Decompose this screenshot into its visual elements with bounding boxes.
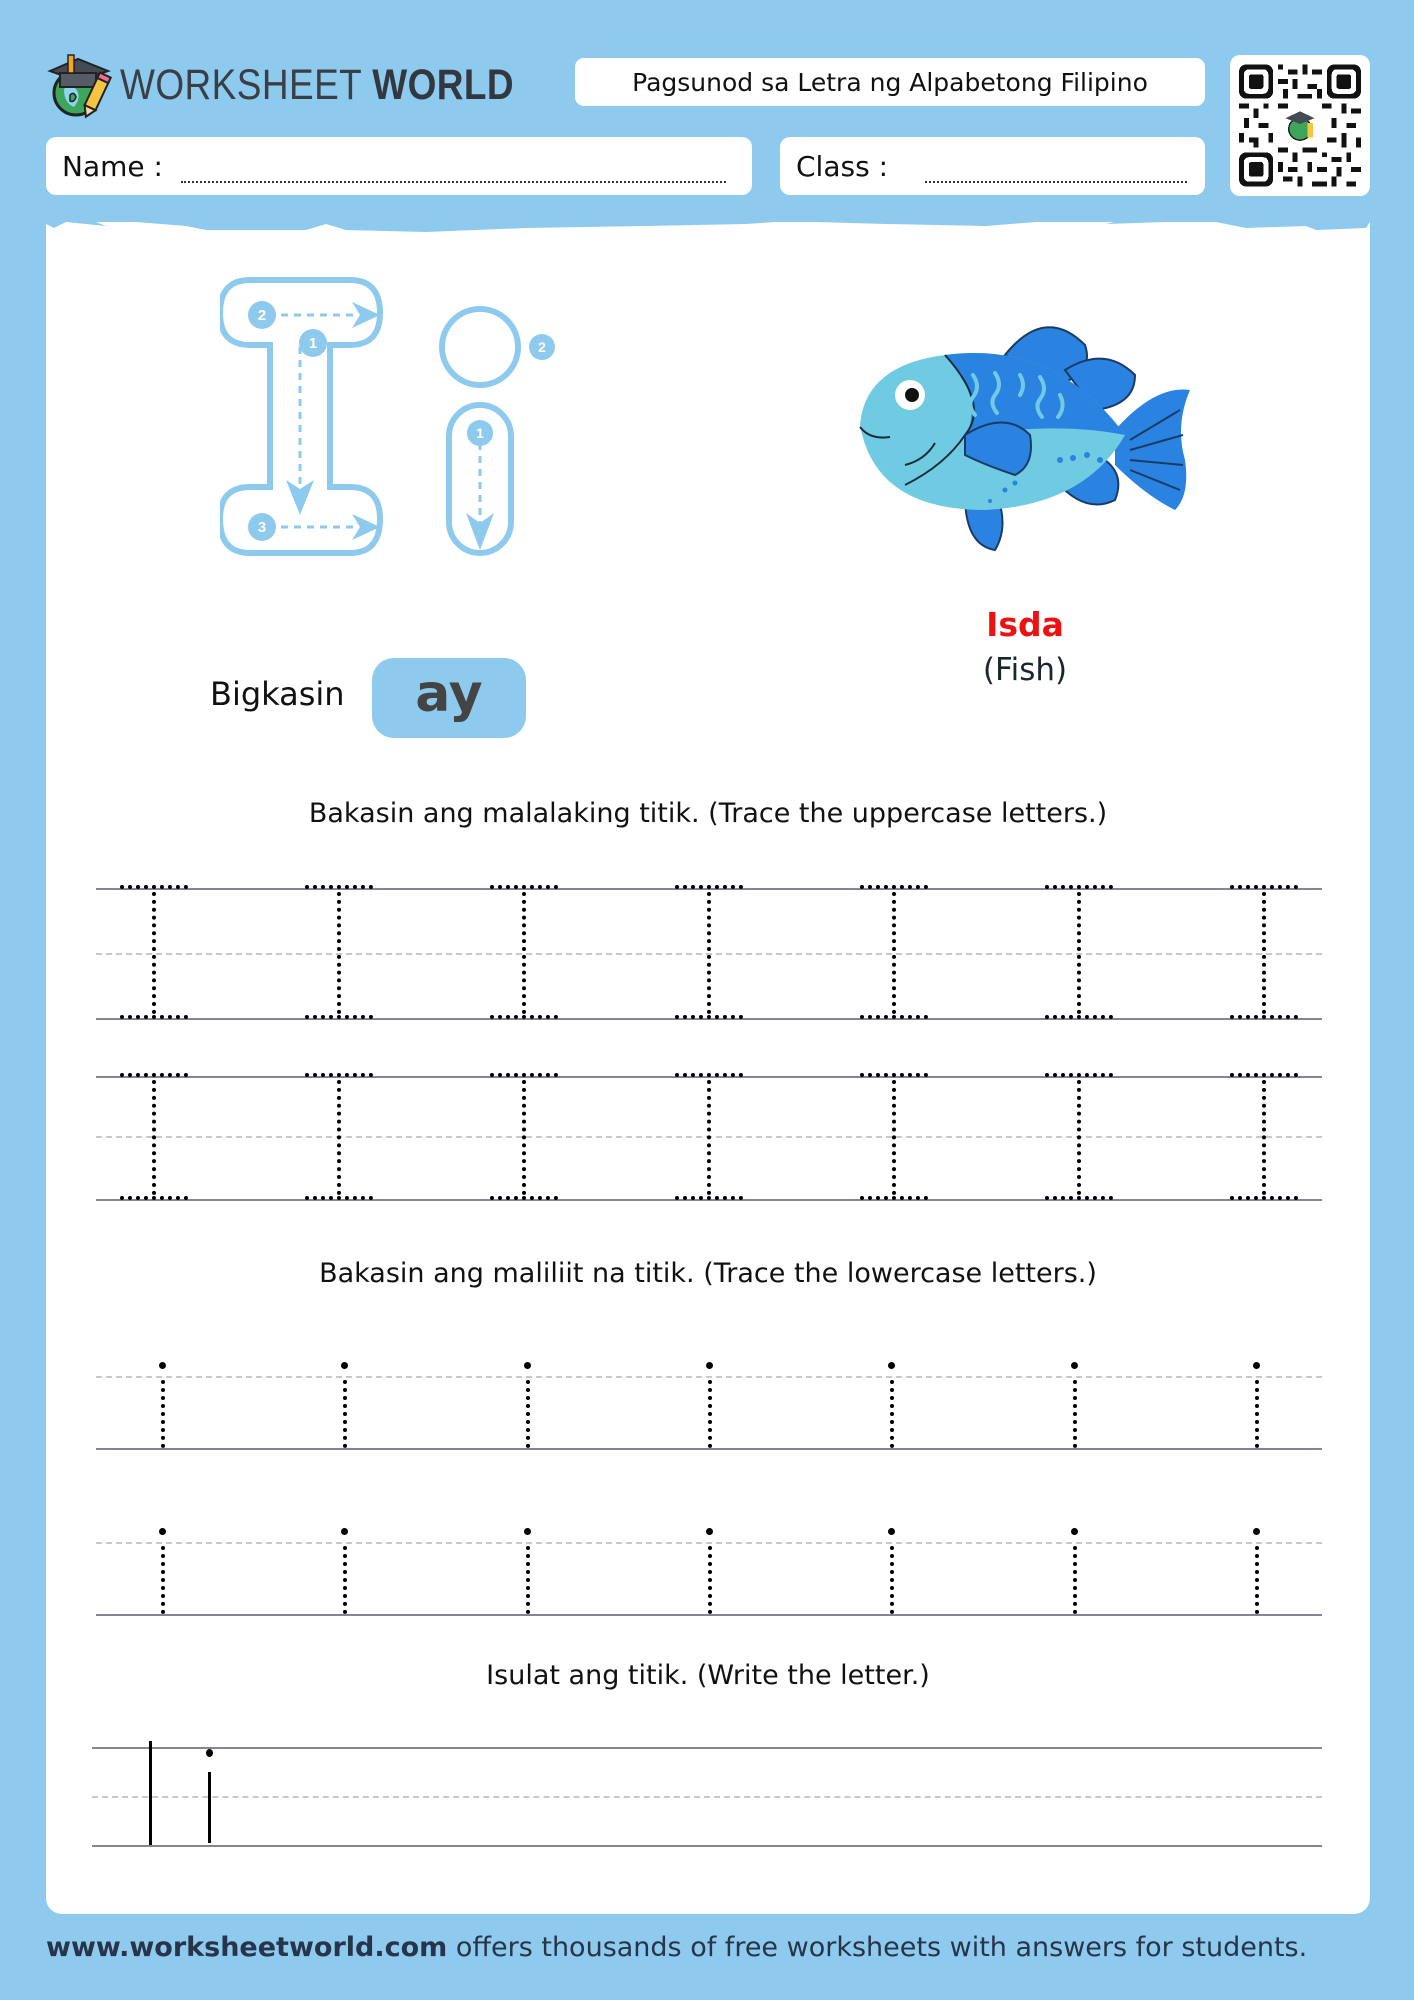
pronounce-label: Bigkasin (210, 675, 345, 713)
base-line (96, 1614, 1322, 1616)
example-lowercase-i-dot (206, 1749, 213, 1757)
uppercase-instruction: Bakasin ang malalaking titik. (Trace the uppercase letters.) (308, 798, 1108, 829)
class-label: Class : (796, 149, 888, 183)
picture-word: Isda (986, 605, 1064, 644)
brand-bold: WORLD (372, 60, 515, 109)
footer-text (46, 1932, 1386, 1963)
name-input-line[interactable] (181, 181, 726, 183)
step-1-label: 1 (308, 335, 318, 352)
base-line (92, 1845, 1322, 1847)
top-line (92, 1747, 1322, 1749)
graduation-globe-pencil-logo-icon (46, 49, 112, 121)
brand-light: WORKSHEET (120, 60, 373, 109)
mid-line (92, 1796, 1322, 1798)
worksheet-title (575, 58, 1205, 106)
fish-icon (855, 315, 1195, 560)
step-2-label: 2 (257, 307, 267, 324)
worksheet-title-text: Pagsunod sa Letra ng Alpabetong Filipino (632, 67, 1148, 97)
example-lowercase-i-stem (208, 1772, 211, 1843)
mid-line (96, 1542, 1322, 1544)
write-instruction: Isulat ang titik. (Write the letter.) (486, 1660, 930, 1691)
lowercase-instruction: Bakasin ang maliliit na titik. (Trace the lowercase letters.) (319, 1258, 1097, 1289)
step-2-label-lower: 2 (538, 339, 546, 355)
step-3-label: 3 (257, 519, 267, 536)
footer-description: offers thousands of free worksheets with answers for students. (447, 1932, 1308, 1963)
step-1-label-lower: 1 (476, 425, 484, 441)
class-field[interactable] (780, 137, 1205, 195)
lowercase-trace-row-2[interactable] (96, 1526, 1322, 1618)
name-label: Name : (62, 149, 163, 183)
uppercase-trace-row-2[interactable] (96, 1076, 1322, 1202)
lowercase-trace-row-1[interactable] (96, 1360, 1322, 1452)
qr-code-icon (1239, 64, 1361, 187)
name-field[interactable] (46, 137, 752, 195)
uppercase-trace-row-1[interactable] (96, 888, 1322, 1022)
stroke-order-letters (220, 275, 570, 625)
base-line (96, 1448, 1322, 1450)
brand-logo (46, 46, 515, 124)
qr-code[interactable] (1230, 55, 1370, 196)
mid-line (96, 1376, 1322, 1378)
pronunciation-value: ay (415, 664, 483, 724)
picture-translation: (Fish) (982, 652, 1068, 688)
pronunciation-badge (372, 658, 526, 738)
torn-paper-edge-decoration (46, 212, 1370, 240)
class-input-line[interactable] (925, 181, 1187, 183)
example-uppercase-I (149, 1741, 152, 1845)
write-practice-area[interactable] (92, 1747, 1322, 1849)
footer-site-link[interactable]: www.worksheetworld.com (46, 1932, 448, 1963)
brand-name (120, 61, 514, 110)
